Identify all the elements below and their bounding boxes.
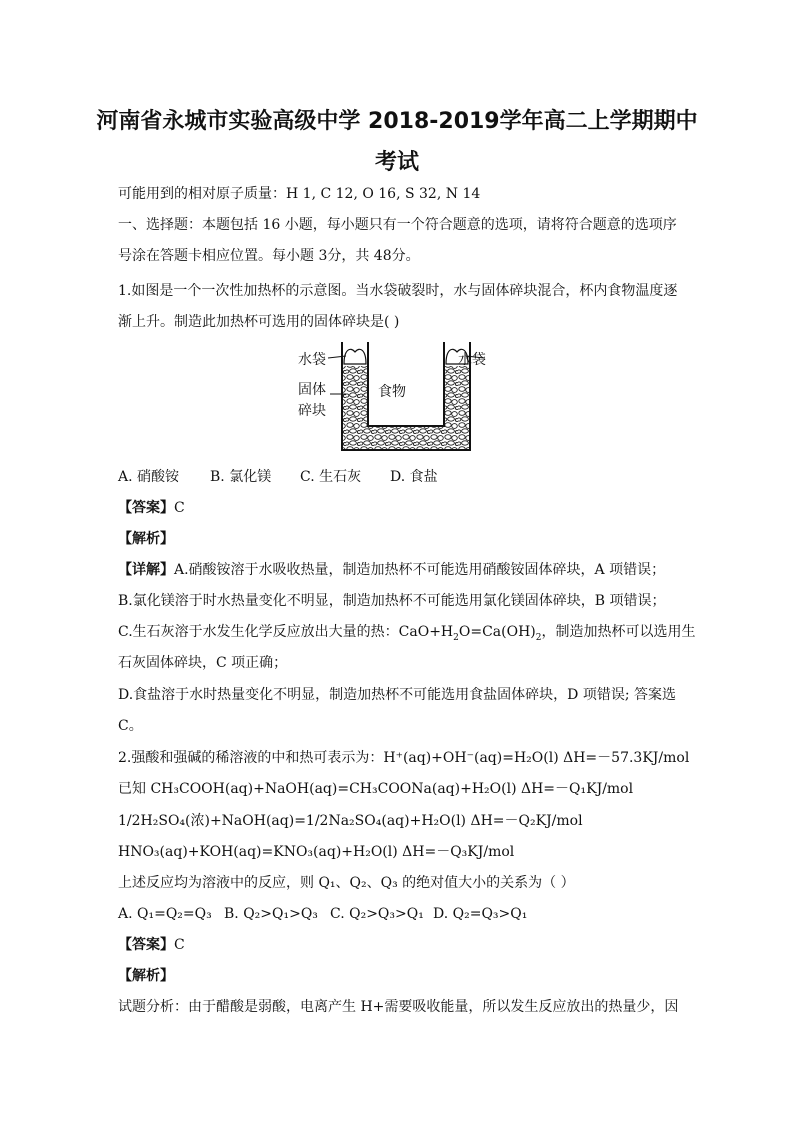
label-water-bag-right: 水袋 bbox=[458, 352, 486, 368]
q1-stem-line2: 渐上升。制造此加热杯可选用的固体碎块是( ) bbox=[118, 314, 400, 330]
label-food: 食物 bbox=[378, 384, 406, 400]
doc-title-line2: 考试 bbox=[374, 150, 419, 175]
q2-answer bbox=[118, 936, 185, 954]
q1-answer-value: C bbox=[174, 500, 185, 516]
q1-answer-label: 【答案】 bbox=[118, 500, 174, 516]
q2-analysis-text: 试题分析：由于醋酸是弱酸，电离产生 H+需要吸收能量，所以发生反应放出的热量少，因 bbox=[118, 999, 679, 1015]
q1-detail-a bbox=[118, 561, 665, 579]
atomic-masses: 可能用到的相对原子质量：H 1, C 12, O 16, S 32, N 14 bbox=[118, 186, 481, 202]
q2-option-d: D. Q₂=Q₃>Q₁ bbox=[433, 906, 528, 922]
q1-detail-b: B.氯化镁溶于时水热量变化不明显，制造加热杯不可能选用氯化镁固体碎块，B 项错误； bbox=[118, 593, 666, 609]
q1-detail-c1-part1: C.生石灰溶于水发生化学反应放出大量的热：CaO+H bbox=[118, 624, 454, 640]
label-solid-1: 固体 bbox=[298, 382, 326, 398]
section-heading-line1: 一、选择题：本题包括 16 小题，每小题只有一个符合题意的选项，请将符合题意的选项序 bbox=[118, 217, 677, 233]
doc-title-line1: 河南省永城市实验高级中学 2018-2019学年高二上学期期中 bbox=[96, 109, 698, 134]
q2-answer-label: 【答案】 bbox=[118, 937, 174, 953]
q1-detail-a-text: A.硝酸铵溶于水吸收热量，制造加热杯不可能选用硝酸铵固体碎块，A 项错误； bbox=[174, 562, 666, 578]
q1-detail-c2: 石灰固体碎块，C 项正确； bbox=[118, 655, 288, 671]
q1-detail-d2: C。 bbox=[118, 718, 143, 734]
label-water-bag-left: 水袋 bbox=[298, 352, 326, 368]
label-solid-2: 碎块 bbox=[298, 403, 326, 419]
q1-option-b: B. 氯化镁 bbox=[210, 469, 272, 485]
q1-detail-label: 【详解】 bbox=[118, 562, 174, 578]
q1-analysis-label: 【解析】 bbox=[118, 531, 174, 547]
q1-detail-c1: C.生石灰溶于水发生化学反应放出大量的热：$CaO+H_2O=Ca(OH)_2$，制造加热杯可以选用生 bbox=[118, 624, 696, 643]
q1-option-d: D. 食盐 bbox=[390, 469, 438, 485]
q2-equation-3: HNO₃(aq)+KOH(aq)=KNO₃(aq)+H₂O(l) ΔH=－Q₃KJ/mol bbox=[118, 844, 515, 860]
q1-answer bbox=[118, 499, 185, 517]
q2-option-c: C. Q₂>Q₃>Q₁ bbox=[330, 906, 424, 922]
q1-option-c: C. 生石灰 bbox=[300, 469, 362, 485]
q2-analysis-label: 【解析】 bbox=[118, 968, 174, 984]
section-heading-line2: 号涂在答题卡相应位置。每小题 3分，共 48分。 bbox=[118, 248, 420, 264]
q1-option-a: A. 硝酸铵 bbox=[118, 469, 180, 485]
q2-option-a: A. Q₁=Q₂=Q₃ bbox=[118, 906, 212, 922]
heating-cup-figure bbox=[290, 338, 500, 458]
q2-equation-1: 已知 CH₃COOH(aq)+NaOH(aq)=CH₃COONa(aq)+H₂O(l) ΔH=－Q₁KJ/mol bbox=[118, 781, 634, 797]
q2-intro: 2.强酸和强碱的稀溶液的中和热可表示为：H⁺(aq)+OH⁻(aq)=H₂O(l) ΔH=－57.3KJ/mol bbox=[118, 750, 690, 766]
q2-equation-2: 1/2H₂SO₄(浓)+NaOH(aq)=1/2Na₂SO₄(aq)+H₂O(l) ΔH=－Q₂KJ/mol bbox=[118, 813, 583, 829]
q1-stem-line1: 1.如图是一个一次性加热杯的示意图。当水袋破裂时，水与固体碎块混合，杯内食物温度逐 bbox=[118, 283, 678, 299]
q1-detail-c1-part2: O=Ca(OH) bbox=[458, 624, 536, 640]
q2-question: 上述反应均为溶液中的反应，则 Q₁、Q₂、Q₃ 的绝对值大小的关系为（ ） bbox=[118, 875, 575, 891]
q1-detail-c1-part3: ，制造加热杯可以选用生 bbox=[541, 624, 696, 640]
q2-answer-value: C bbox=[174, 937, 185, 953]
q2-option-b: B. Q₂>Q₁>Q₃ bbox=[224, 906, 318, 922]
q1-detail-d1: D.食盐溶于水时热量变化不明显，制造加热杯不可能选用食盐固体碎块，D 项错误; 答案选 bbox=[118, 687, 677, 703]
